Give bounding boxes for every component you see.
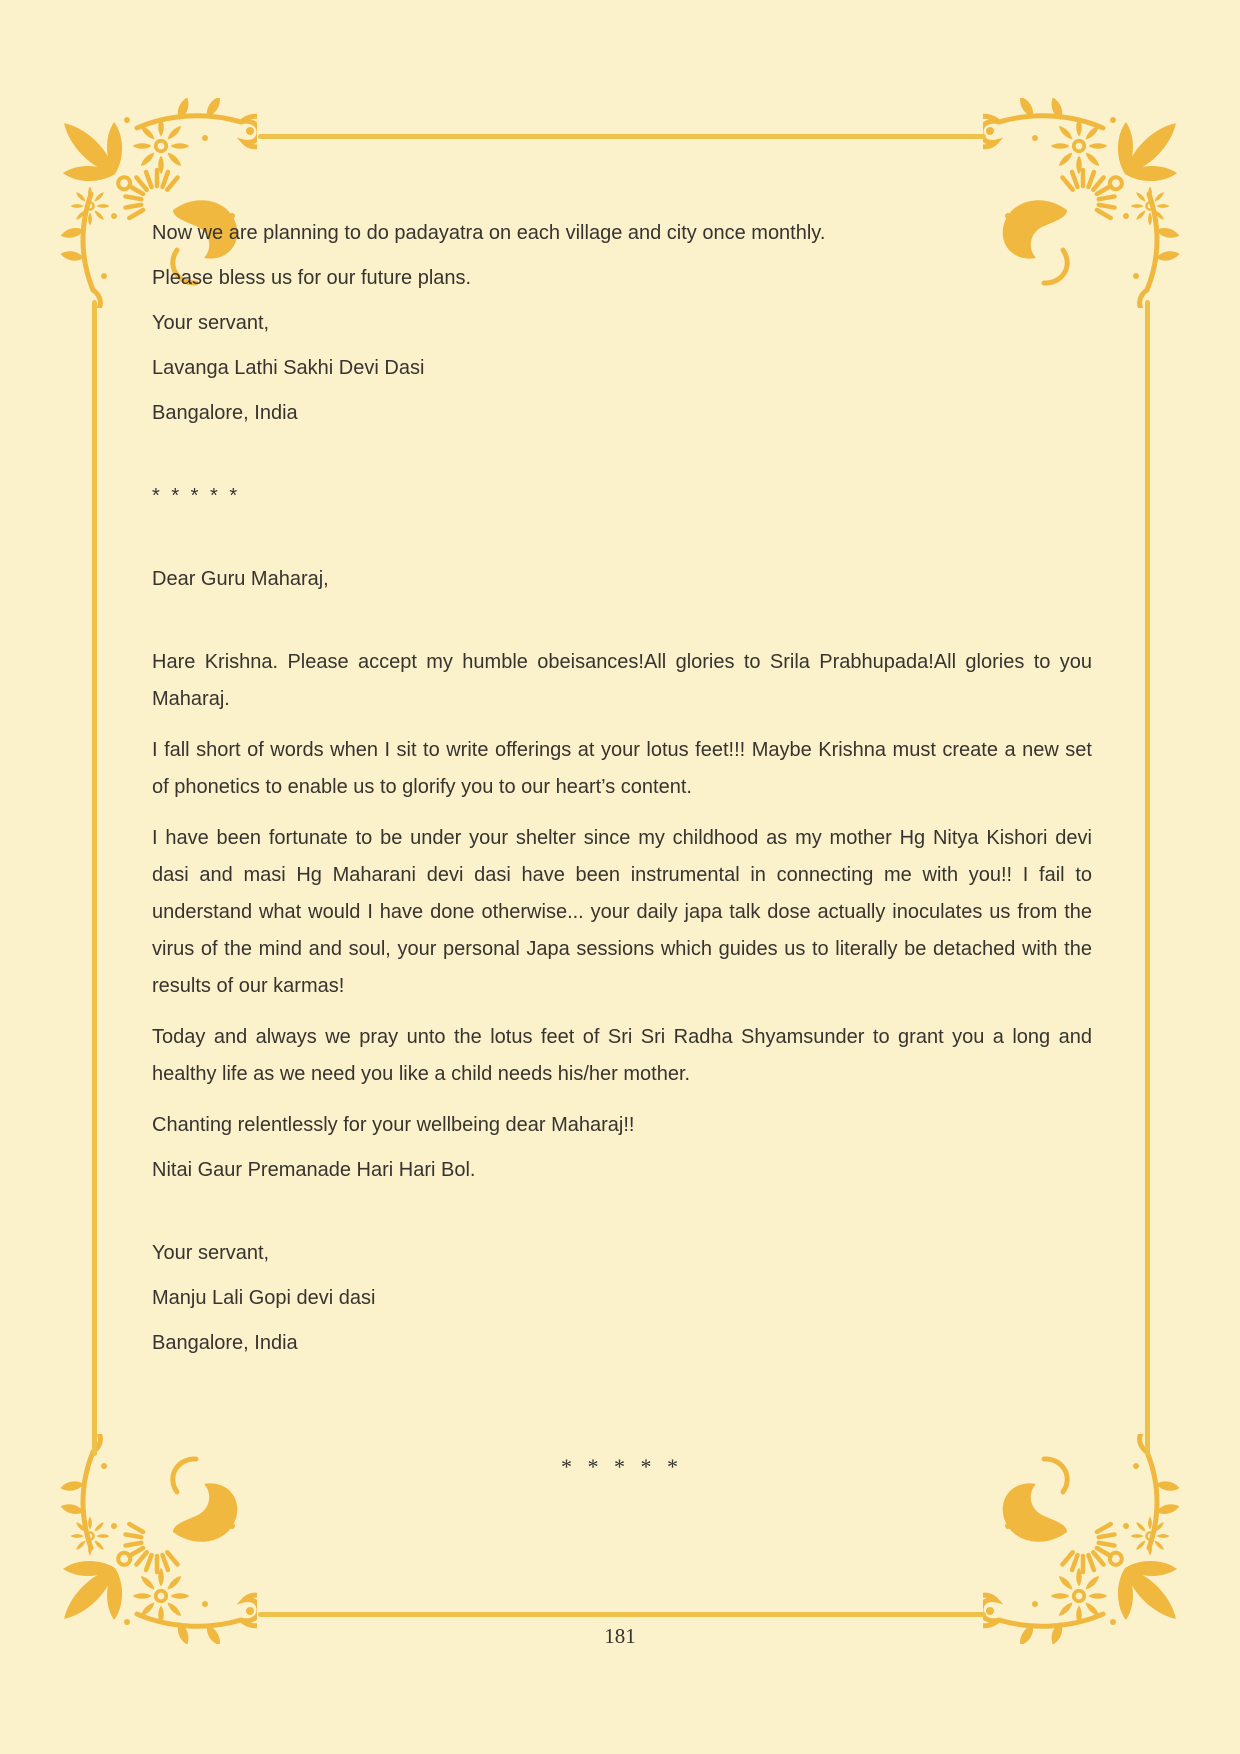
page-number: 181 xyxy=(604,1624,636,1648)
letter1-line2: Please bless us for our future plans. xyxy=(152,267,472,289)
letter2-para5: Chanting relentlessly for your wellbeing dear Maharaj!! xyxy=(152,1114,635,1136)
letter1-signature: Lavanga Lathi Sakhi Devi Dasi xyxy=(152,357,425,379)
letter2-para3: I have been fortunate to be under your shelter since my childhood as my mother Hg Nitya Kishori devi dasi and masi Hg Maharani devi dasi have been instrumental in connecting me with you!! I fail to understand what would I have done otherwise... your daily japa talk dose actually inoculates us from the virus of the mind and soul, your personal Japa sessions which guides us to literally be detached with the results of our karmas! xyxy=(152,827,1092,997)
letter1-location: Bangalore, India xyxy=(152,402,298,424)
letter2-para1: Hare Krishna. Please accept my humble obeisances!All glories to Srila Prabhupada!All glories to you Maharaj. xyxy=(152,651,1092,710)
letter2-para2: I fall short of words when I sit to write offerings at your lotus feet!!! Maybe Krishna must create a new set of phonetics to enable us to glorify you to our heart’s content. xyxy=(152,739,1092,798)
letter1-signoff: Your servant, xyxy=(152,312,270,334)
letter2-para4: Today and always we pray unto the lotus feet of Sri Sri Radha Shyamsunder to grant you a long and healthy life as we need you like a child needs his/her mother. xyxy=(152,1026,1092,1085)
separator-bottom: * * * * * xyxy=(561,1454,683,1479)
frame-rule-bottom xyxy=(258,1612,986,1617)
letter2-para6: Nitai Gaur Premanade Hari Hari Bol. xyxy=(152,1159,476,1181)
letter2-salutation: Dear Guru Maharaj, xyxy=(152,568,329,590)
letter2-location: Bangalore, India xyxy=(152,1332,298,1354)
letter1-line1: Now we are planning to do padayatra on each village and city once monthly. xyxy=(152,222,826,244)
letter2-signature: Manju Lali Gopi devi dasi xyxy=(152,1287,376,1309)
separator-top: * * * * * xyxy=(152,485,241,507)
letter2-signoff: Your servant, xyxy=(152,1242,270,1264)
